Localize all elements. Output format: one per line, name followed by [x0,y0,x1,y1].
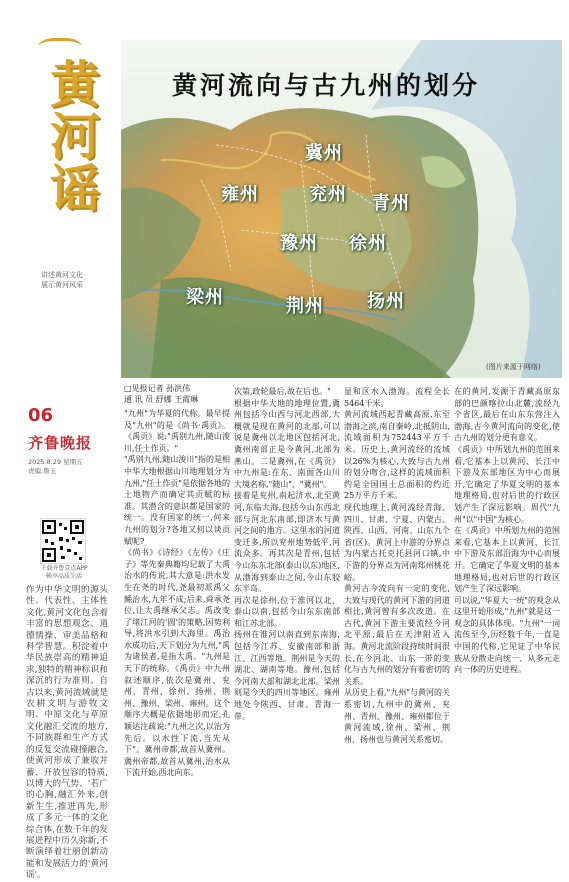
region-label-yanzhou: 兖州 [309,184,347,205]
issue-info: 2025.8.29 星期五 责编:鲁玉 [28,458,83,475]
article-column-4: 在的黄河,发源于青藏高原东部的巴颜喀拉山北麓,流经九个省区,最后在山东东营注入渤海,古今黄河流向的变化,使古九州的划分更有意义。 《禹贡》中所划九州的范围来看,它基本上以黄河、长江中下游及东部地区为中心而展开,它确定了华夏文明的基本地理格局,也对后世的行政区划产生了深远影响。周代"九州"以"中国"为核心。 在《禹贡》中所划九州的范围来看,它基本上以黄河、长江中下游及东部沿海为中心而展开。它确定了华夏文明的基本地理格局,也对后世的行政区划产生了深远影响。 可以说,"华夏大一统"的观念从这里开始形成,"九州"就是这一观念的具体体现。"九州"一词流传至今,历经数千年,一直是中国的代称,它见证了中华民族从分散走向统一、从多元走向一体的历史进程。 [454,387,560,675]
qr-code-icon [40,518,86,564]
region-label-jizhou: 冀州 [305,143,343,164]
region-label-yongzhou: 雍州 [221,184,259,205]
column-title: 黄河谣 [42,58,101,214]
article-column-1: "九州"为华夏的代称。最早提及"九州"的是《尚书·禹贡》。《禹贡》说:"禹别九州,随山浚川,任土作贡。" "禹别九州,随山浚川"指的是相中华大地根据山川地理划分为九州,"任土作贡"是依据各地的土地物产而确定其贡赋的标准。其潜含的意识都是国家的统一。没有国家的统一,何来九州的划分?各地又何以谈贡赋呢? 《尚书》《诗经》《左传》《庄子》等先秦典籍均记载了大禹治水的传说,其大意是:洪水发生在尧的时代,尧最初派禹父鲧治水,九年不成;后来,舜承尧位,让大禹继承父志。禹改变了堵江河的'圆'的策略,因势利导,将洪水引到大海里。禹治水成功后,天下划分为九州,"禹为诸侯者,是指大禹。"九州是天下的统称。《禹贡》中九州叙述顺序,依次是冀州、兖州、青州、徐州、扬州、荆州、豫州、梁州、雍州。这个顺序大概是依据地形而定,孔颖达注疏说:"九州之次,以治为先后。以水性下流,当先从下"。冀州帝都,故首从冀州。冀州帝都,故首从冀州,治水从下流开始,西北向东。 [124,409,230,778]
byline: □见报记者 孙洪伟 通 讯 员 舒娜 王霞琳 [124,384,199,404]
qr-caption: 下载齐鲁壹点APP 畅享品质生活 [40,565,88,580]
region-label-yuzhou: 豫州 [280,233,318,254]
article-column-2: 次第,政轮最后,故在后也。" 根据中华大地的地理位置,冀州包括今山西与河北西部,大概就是现在黄河的北部,可以说是冀州以北地区包括河北,冀州南部正是今黄河,北部为燕山。二是冀州,在《禹贡》中九州是:在东、南面各山川大境名称,"随山"、"冀州"。 接着是兖州,南起济水,北至黄河,东临大海,包括今山东西北部与河北东南部,即济水与黄河之间的地方。这里水的河道变迁多,所以兖州地势低平,河流众多。再其次是青州,包括今山东东北部(泰山以东)地区,从渤海到泰山之间,今山东胶东半岛。 再次是徐州,位于淮河以北、泰山以南,包括今山东东南部和江苏北部。 扬州在淮河以南直到东南海,包括今江苏、安徽南部和浙江、江西等地。荆州是今天的湖北、湖南等地。豫州,包括今河南大部和湖北北部。梁州则是今天的四川等地区。雍州地处今陕西、甘肃、青海一带。 [234,387,340,721]
image-source: (图片来源于网络) [486,363,541,371]
column-intro: 作为中华文明的源头性、代表性、主体性文化,黄河文化包含着丰富的思想观念、道德情操、审美品格和科学智慧。积淀着中华民族崇高的精神追求,独特的精神标识和深沉的行为准则。自古以来,黄河流域就是农耕文明与游牧文明、中原文化与草原文化融汇交流的地方,不同族群和生产方式的反复交流碰撞融合,使黄河形成了兼收并蓄、开放包容的特质,以博大的气势、'若广的心胸,融汇外来,创新生生,推进再先,形成了多元一体的文化综合体,在数千年的发展进程中历久弥新,不断演绎着壮丽创新动能和发展活力的'黄河谣'。 [26,585,108,881]
title-ornament [38,38,82,59]
newspaper-name: 齐鲁晚报 [28,434,93,452]
page-number: 06 [28,405,54,426]
region-label-jingzhou: 荆州 [286,296,324,317]
region-label-yangzhou: 扬州 [367,291,405,312]
region-label-xuzhou: 徐州 [349,233,387,254]
sidebar [0,0,116,881]
region-label-liangzhou: 梁州 [186,287,224,308]
headline: 黄河流向与古九州的划分 [172,71,481,100]
region-label-qingzhou: 青州 [372,193,410,214]
article-column-3: 显和区水入渤海。流程全长5464千米。 黄河流域西起青藏高原,东至渤海之滨,南自秦岭,北抵阴山,流域面积为752443平方千米。历史上,黄河流经的流域以26%为核心,大致与古九州的划分吻合,这样的流域面积约是全国国土总面积的约近25万平方千米。 现代地理上,黄河流经青海、四川、甘肃、宁夏、内蒙古、陕西、山西、河南、山东九个省(区)。黄河上中游的分界点为内蒙古托克托县河口镇,中下游的分界点为河南郑州桃花峪。 黄河古今流向有一定的变化,大致与现代的黄河下游的河道相比,黄河曾有多次改道。在古代,黄河下游主要流经今河北平原,最后在天津附近入海。黄河北流阶段持续时间很长,在今河北、山东一带的变化与古九州的划分有着密切的关系。 从历史上看,"九州"与黄河的关系密切,九州中的冀州、兖州、青州、豫州、雍州都位于黄河流域,徐州、梁州、荆州、扬州也与黄河关系密切。 [344,387,450,744]
column-subtitle: 讲述黄河文化 展示黄河风采 [41,271,83,289]
